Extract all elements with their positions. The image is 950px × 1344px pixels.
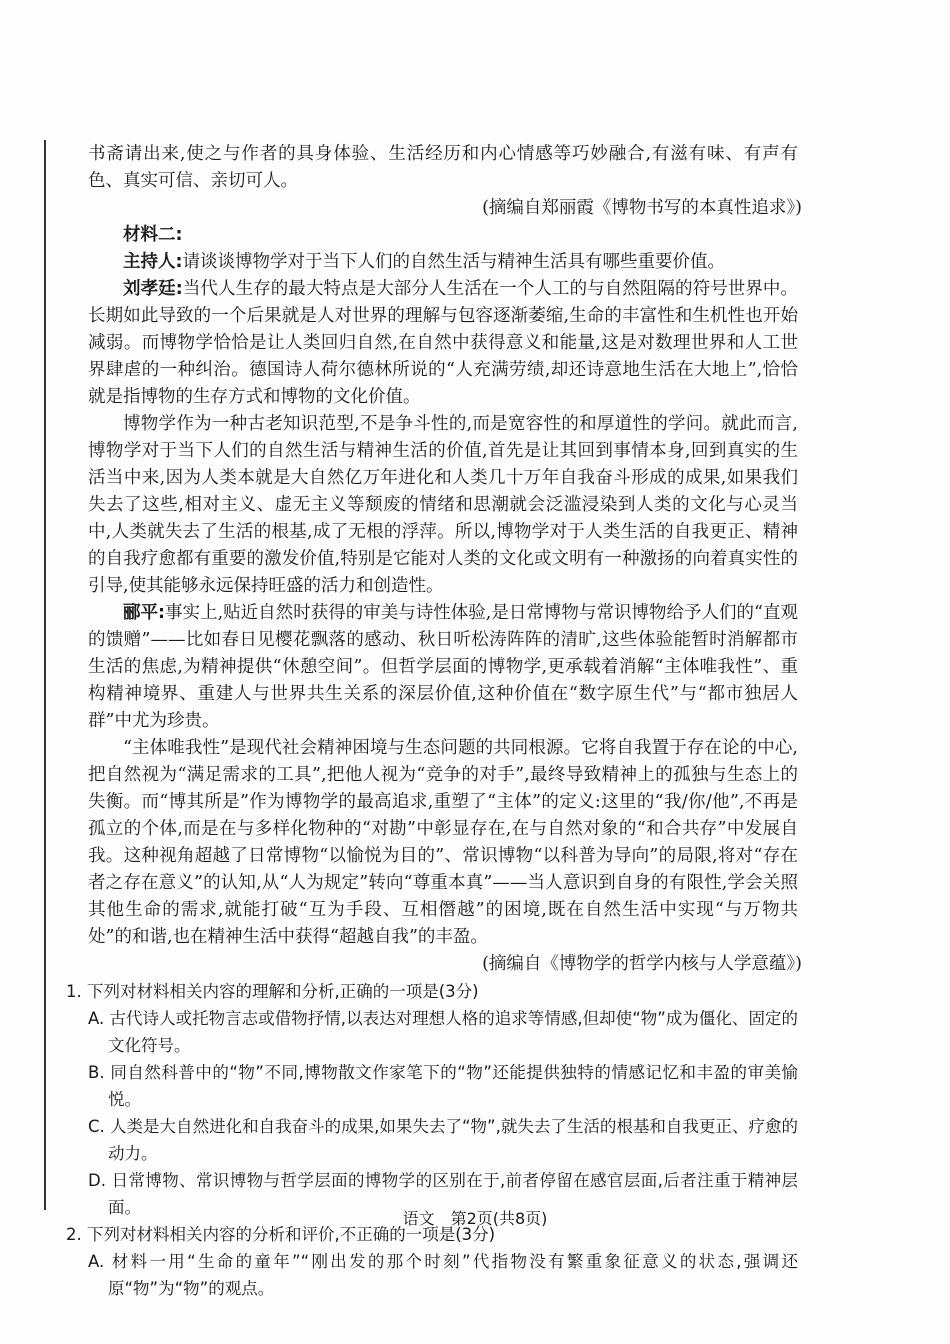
speaker-li: 郦平: — [123, 603, 166, 623]
margin-line — [44, 140, 46, 1210]
question-2: 2. 下列对材料相关内容的分析和评价,不正确的一项是(3分) — [66, 1225, 496, 1244]
question-1-option-d: D. 日常博物、常识博物与哲学层面的博物学的区别在于,前者停留在感官层面,后者注重于精神层面。 — [88, 1171, 798, 1217]
source-citation-1: (摘编自郑丽霞《博物书写的本真性追求》) — [482, 198, 802, 218]
speaker-liu: 刘孝廷: — [123, 279, 183, 299]
question-1-option-a: A. 古代诗人或托物言志或借物抒情,以表达对理想人格的追求等情感,但却使“物”成为僵化、固定的文化符号。 — [88, 1009, 798, 1055]
question-2-option-a: A. 材料一用“生命的童年”“刚出发的那个时刻”代指物没有繁重象征意义的状态,强调还原“物”为“物”的观点。 — [88, 1252, 798, 1298]
page-content — [66, 141, 802, 1302]
liu-paragraph — [88, 276, 798, 411]
li-paragraph — [88, 600, 798, 735]
liu-text: 当代人生存的最大特点是大部分人生活在一个人工的与自然阻隔的符号世界中。长期如此导致的一个后果就是人对世界的理解与包容逐渐萎缩,生命的丰富性和生机性也开始减弱。而博物学恰恰是让人类回归自然,在自然中获得意义和能量,这是对数理世界和人工世界肆虐的一种纠治。德国诗人荷尔德林所说的“人充满劳绩,却还诗意地生活在大地上”,恰恰就是指博物的生存方式和博物的文化价值。 — [88, 279, 799, 407]
bowuxue-paragraph: 博物学作为一种古老知识范型,不是争斗性的,而是宽容性的和厚道性的学问。就此而言,博物学对于当下人们的自然生活与精神生活的价值,首先是让其回到事情本身,回到真实的生活当中来,因为人类本就是大自然亿万年进化和人类几十万年自我奋斗形成的成果,如果我们失去了这些,相对主义、虚无主义等颓废的情绪和思潮就会泛滥浸染到人类的文化与心灵当中,人类就失去了生活的根基,成了无根的浮萍。所以,博物学对于人类生活的自我更正、精神的自我疗愈都有重要的激发价值,特别是它能对人类的文化或文明有一种激扬的向着真实性的引导,使其能够永远保持旺盛的活力和创造性。 — [88, 414, 798, 596]
paragraph-continued: 书斋请出来,使之与作者的具身体验、生活经历和内心情感等巧妙融合,有滋有味、有声有色、真实可信、亲切可人。 — [88, 144, 798, 191]
page-footer: 语文 第2页(共8页) — [402, 1209, 548, 1228]
question-1-option-c: C. 人类是大自然进化和自我奋斗的成果,如果失去了“物”,就失去了生活的根基和自我更正、疗愈的动力。 — [88, 1117, 798, 1163]
host-text: 请谈谈博物学对于当下人们的自然生活与精神生活具有哪些重要价值。 — [182, 252, 725, 272]
source-citation-2: (摘编自《博物学的哲学内核与人学意蕴》) — [482, 954, 802, 974]
host-paragraph — [88, 249, 798, 276]
speaker-host: 主持人: — [123, 252, 183, 272]
li-text: 事实上,贴近自然时获得的审美与诗性体验,是日常博物与常识博物给予人们的“直观的馈赠”——比如春日见樱花飘落的感动、秋日听松涛阵阵的清旷,这些体验能暂时消解都市生活的焦虑,为精神提供“休憩空间”。但哲学层面的博物学,更承载着消解“主体唯我性”、重构精神境界、重建人与世界共生关系的深层价值,这种价值在“数字原生代”与“都市独居人群”中尤为珍贵。 — [88, 603, 799, 731]
question-1: 1. 下列对材料相关内容的理解和分析,正确的一项是(3分) — [66, 982, 479, 1001]
material-2-heading: 材料二: — [123, 225, 183, 245]
question-1-option-b: B. 同自然科普中的“物”不同,博物散文作家笔下的“物”还能提供独特的情感记忆和丰盈的审美愉悦。 — [88, 1063, 798, 1109]
zhuti-paragraph: “主体唯我性”是现代社会精神困境与生态问题的共同根源。它将自我置于存在论的中心,把自然视为“满足需求的工具”,把他人视为“竞争的对手”,最终导致精神上的孤独与生态上的失衡。而“博其所是”作为博物学的最高追求,重塑了“主体”的定义:这里的“我/你/他”,不再是孤立的个体,而是在与多样化物种的“对勘”中彰显存在,在与自然对象的“和合共存”中发展自我。这种视角超越了日常博物“以愉悦为目的”、常识博物“以科普为导向”的局限,将对“存在者之存在意义”的认知,从“人为规定”转向“尊重本真”——当人意识到自身的有限性,学会关照其他生命的需求,就能打破“互为手段、互相僭越”的困境,既在自然生活中实现“与万物共处”的和谐,也在精神生活中获得“超越自我”的丰盈。 — [88, 738, 798, 947]
